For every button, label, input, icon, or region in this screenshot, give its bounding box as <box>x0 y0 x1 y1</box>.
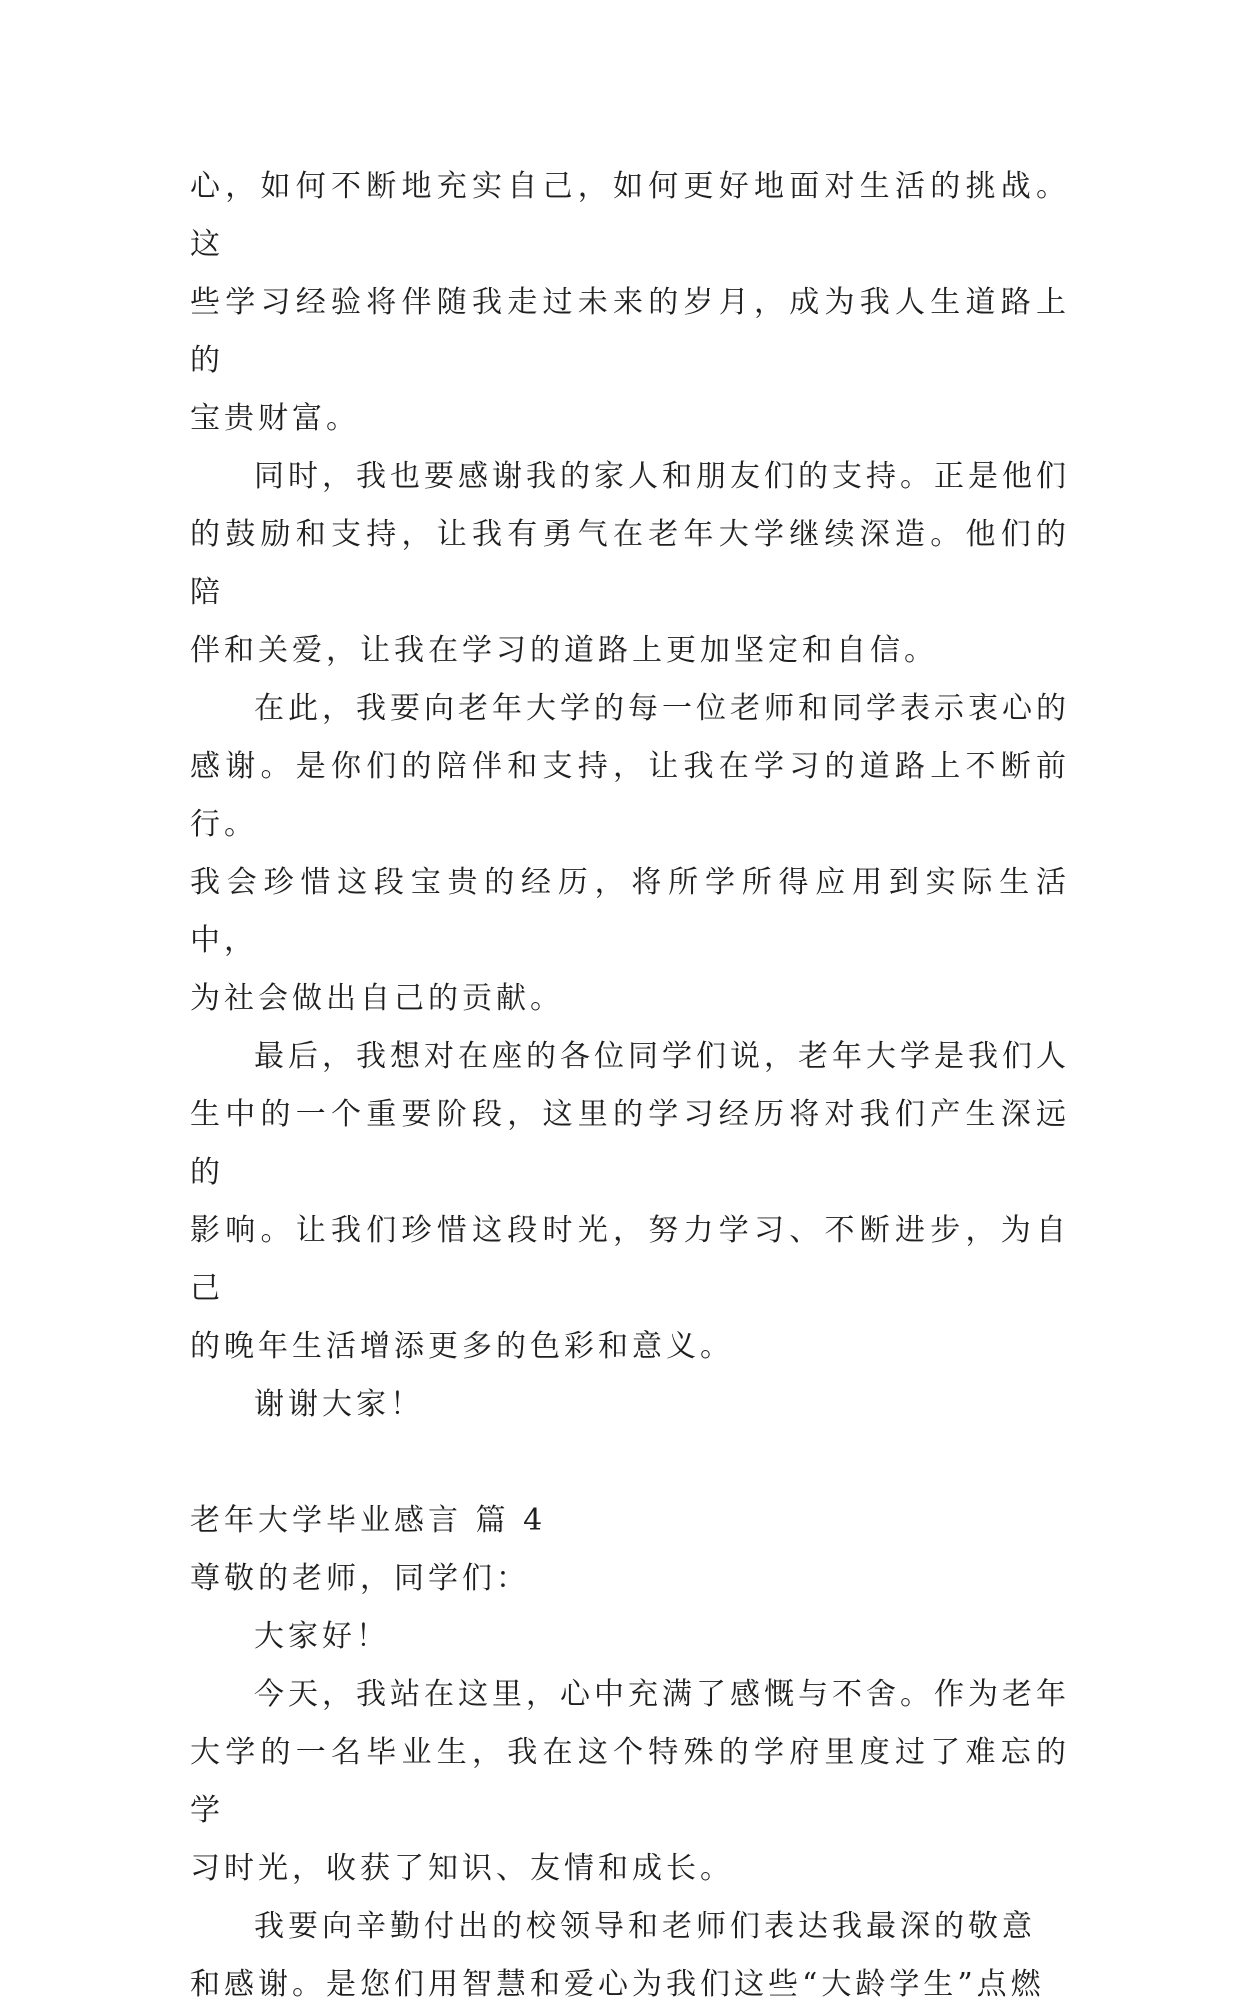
greeting: 大家好！ <box>254 1619 390 1654</box>
paragraph-family-support: 同时，我也要感谢我的家人和朋友们的支持。正是他们 的鼓励和支持，让我有勇气在老年大学继续深造。他们的陪 伴和关爱，让我在学习的道路上更加坚定和自信。 <box>190 459 1070 668</box>
paragraph-teachers: 我要向辛勤付出的校领导和老师们表达我最深的敬意 和感谢。是您们用智慧和爱心为我们这些“大龄学生”点燃 <box>190 1909 1045 2002</box>
salutation: 尊敬的老师，同学们： <box>190 1561 530 1596</box>
continued-paragraph: 心，如何不断地充实自己，如何更好地面对生活的挑战。这 些学习经验将伴随我走过未来的岁月，成为我人生道路上的 宝贵财富。 <box>190 169 1070 436</box>
section-title: 老年大学毕业感言 篇 4 <box>190 1503 547 1538</box>
paragraph-today: 今天，我站在这里，心中充满了感慨与不舍。作为老年 大学的一名毕业生，我在这个特殊的学府里度过了难忘的学 习时光，收获了知识、友情和成长。 <box>190 1677 1070 1886</box>
section-spacer <box>190 1434 1070 1492</box>
document-body <box>190 158 1070 2014</box>
closing-line: 谢谢大家！ <box>254 1387 424 1422</box>
paragraph-final-words: 最后，我想对在座的各位同学们说，老年大学是我们人 生中的一个重要阶段，这里的学习经历将对我们产生深远的 影响。让我们珍惜这段时光，努力学习、不断进步，为自己 的晚年生活增添更多的色彩和意义。 <box>190 1039 1070 1364</box>
paragraph-thanks: 在此，我要向老年大学的每一位老师和同学表示衷心的 感谢。是你们的陪伴和支持，让我在学习的道路上不断前行。 我会珍惜这段宝贵的经历，将所学所得应用到实际生活中， 为社会做出自己的贡献。 <box>190 691 1070 1016</box>
